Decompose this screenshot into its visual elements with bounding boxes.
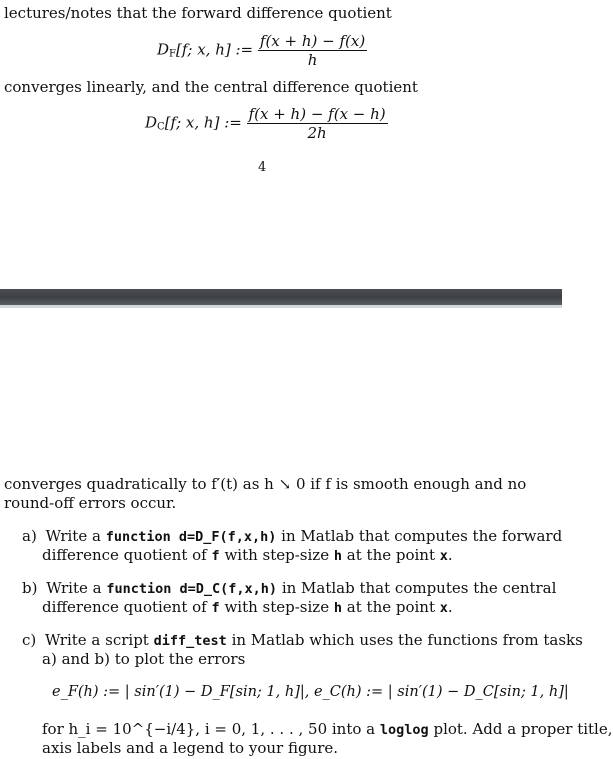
forward-lhs-symbol: D [157,40,170,59]
intro-text: lectures/notes that the forward difference quotient [4,4,392,22]
page-divider [0,289,562,305]
central-lhs-args: [f; x, h] := [164,113,242,132]
task-a-code-f: f [211,548,220,564]
task-a [22,527,562,547]
central-lhs-sub: C [157,121,165,133]
task-b-text-1-pre: Write a [46,579,102,597]
task-c-text-1-pre: Write a script [45,631,149,649]
forward-lhs-sub: F [169,48,176,60]
page-divider-shadow [0,305,562,308]
mid-text: converges linearly, and the central difference quotient [4,78,418,96]
task-c-label: c) [22,631,37,649]
forward-lhs-args: [f; x, h] := [175,40,254,59]
task-c [22,631,583,651]
task-a-text-1-post: in Matlab that computes the forward [281,527,563,545]
forward-denominator: h [307,51,318,69]
task-a-text-2-post: . [447,546,453,564]
final-line-2: axis labels and a legend to your figure. [42,739,339,757]
task-b-code-h: h [333,600,343,616]
page-number: 4 [258,160,267,175]
central-lhs-symbol: D [145,113,158,132]
task-b-text-2-mid2: at the point [346,598,435,616]
final-text-pre: for h_i = 10^{−i/4}, i = 0, 1, . . . , 50 into a [42,720,376,738]
task-b-text-2-pre: difference quotient of [42,598,207,616]
central-denominator: 2h [307,124,327,142]
task-b-text-2-post: . [447,598,453,616]
task-a-text-2-mid2: at the point [346,546,435,564]
task-b-text-1-post: in Matlab that computes the central [281,579,557,597]
error-formula: e_F(h) := | sin′(1) − D_F[sin; 1, h]|, e_C(h) := | sin′(1) − D_C[sin; 1, h]| [52,684,569,700]
converge-line-1-text: converges quadratically to f′(t) as h ↘ 0 if f is smooth enough and no [4,475,527,493]
converge-line-1 [4,475,526,494]
task-a-code-x: x [439,548,448,564]
task-b [22,579,556,599]
task-a-text-2-pre: difference quotient of [42,546,207,564]
task-c-line-2: a) and b) to plot the errors [42,650,246,668]
task-b-code-f: f [211,600,220,616]
forward-fraction [258,32,367,69]
task-b-label: b) [22,579,38,597]
task-a-text-2-mid: with step-size [224,546,330,564]
task-a-text-1-pre: Write a [45,527,101,545]
converge-line-2: round-off errors occur. [4,494,177,512]
final-text-post: plot. Add a proper title, [433,720,613,738]
task-b-line-2 [42,598,453,618]
final-code-loglog: loglog [379,722,429,738]
central-numerator: f(x + h) − f(x − h) [248,105,386,123]
central-fraction [247,105,388,142]
task-c-code-script: diff_test [153,633,227,649]
task-b-code-x: x [439,600,448,616]
task-a-code-h: h [333,548,343,564]
task-a-label: a) [22,527,37,545]
task-b-code-signature: function d=D_C(f,x,h) [106,581,278,597]
task-b-text-2-mid: with step-size [224,598,330,616]
task-c-text-1-post: in Matlab which uses the functions from tasks [231,631,583,649]
central-difference-formula [145,105,388,142]
task-a-code-signature: function d=D_F(f,x,h) [105,529,277,545]
forward-numerator: f(x + h) − f(x) [259,32,366,50]
final-line-1 [42,720,613,740]
forward-difference-formula [157,32,367,69]
task-a-line-2 [42,546,453,566]
